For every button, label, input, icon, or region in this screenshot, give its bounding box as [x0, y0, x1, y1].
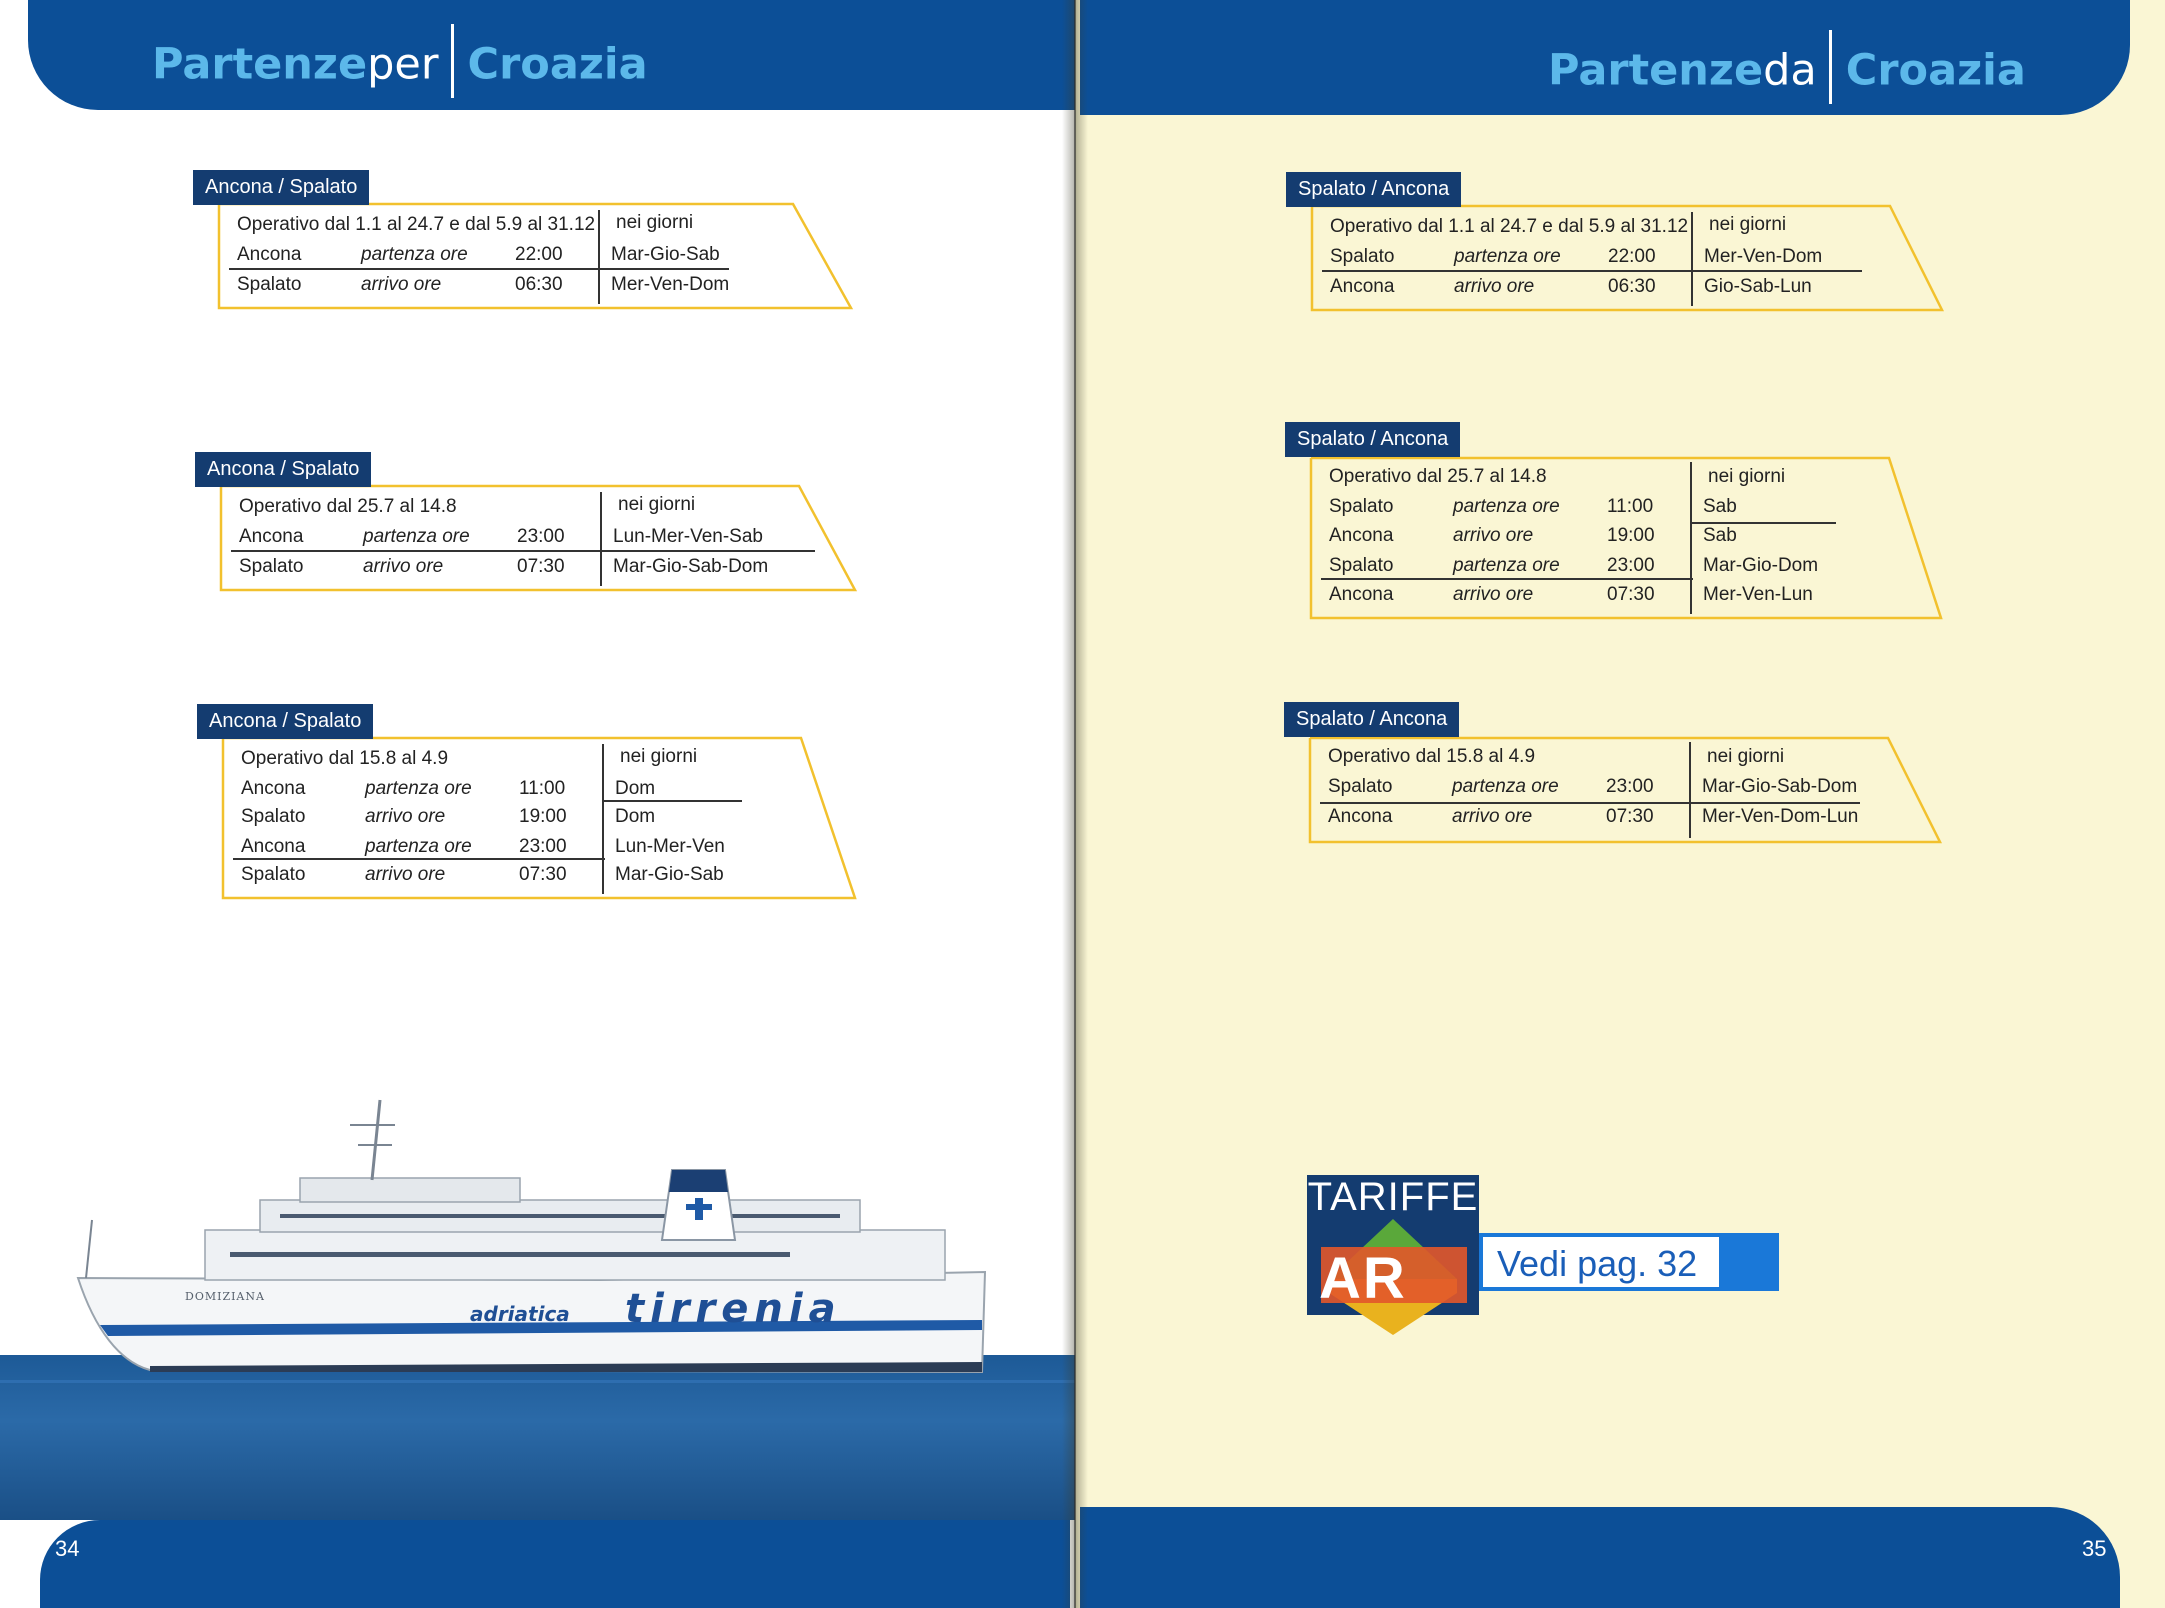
days: Sab: [1703, 496, 1737, 517]
kind: partenza ore: [363, 526, 470, 547]
kind: arrivo ore: [1453, 584, 1534, 605]
time: 23:00: [1606, 776, 1654, 797]
route-tag: Spalato / Ancona: [1284, 702, 1459, 737]
city: Spalato: [1330, 246, 1395, 267]
schedule-box: [195, 452, 895, 642]
row-divider: [1321, 578, 1693, 580]
title-separator: [451, 24, 454, 98]
days: Mer-Ven-Lun: [1703, 584, 1813, 605]
column-divider: [1691, 212, 1693, 306]
route-tag: Spalato / Ancona: [1285, 422, 1460, 457]
days: Mar-Gio-Sab-Dom: [613, 556, 769, 577]
days-label: nei giorni: [620, 746, 698, 767]
time: 19:00: [1607, 525, 1655, 546]
kind: arrivo ore: [1452, 806, 1533, 827]
kind: arrivo ore: [365, 806, 446, 827]
ship-photo: [0, 1080, 1075, 1520]
ar-code: AR: [1319, 1246, 1407, 1311]
route-tag: Ancona / Spalato: [197, 704, 373, 739]
days-label: nei giorni: [618, 494, 696, 515]
row-divider: [1320, 802, 1860, 804]
route-tag: Spalato / Ancona: [1286, 172, 1461, 207]
title-separator: [1829, 30, 1832, 104]
column-divider: [1689, 742, 1691, 838]
city: Spalato: [241, 806, 306, 827]
time: 06:30: [515, 274, 563, 295]
row-divider: [602, 800, 742, 802]
days-label: nei giorni: [1707, 746, 1785, 767]
time: 23:00: [1607, 555, 1655, 576]
city: Spalato: [1329, 496, 1394, 517]
days: Gio-Sab-Lun: [1704, 276, 1812, 297]
city: Ancona: [239, 526, 304, 547]
ship-brand-tirrenia: tirrenia: [625, 1286, 842, 1332]
vedi-pag-link[interactable]: [1479, 1233, 1779, 1291]
right-page-title: [1548, 36, 2026, 110]
days: Dom: [615, 806, 656, 827]
time: 07:30: [517, 556, 565, 577]
city: Spalato: [1329, 555, 1394, 576]
page-gutter: [1062, 0, 1088, 1608]
schedule-frame: [1285, 422, 1985, 682]
days-label: nei giorni: [616, 212, 694, 233]
period-text: Operativo dal 15.8 al 4.9: [1328, 746, 1536, 767]
kind: arrivo ore: [365, 864, 446, 885]
schedule-box: [197, 704, 897, 964]
days: Mar-Gio-Dom: [1703, 555, 1819, 576]
city: Ancona: [1330, 276, 1395, 297]
time: 23:00: [519, 836, 567, 857]
route-tag: Ancona / Spalato: [193, 170, 369, 205]
page-number: 34: [55, 1536, 80, 1561]
title-bold: Partenze: [152, 39, 368, 90]
column-divider: [600, 492, 602, 586]
days: Sab: [1703, 525, 1737, 546]
row-divider: [231, 550, 815, 552]
left-page: [0, 0, 1075, 1608]
kind: partenza ore: [361, 244, 468, 265]
ferry-ship-illustration: [0, 1080, 1075, 1520]
days: Dom: [615, 778, 656, 799]
schedule-box: [1284, 702, 1984, 892]
tariffe-ar-logo: [1307, 1175, 1787, 1345]
days: Mer-Ven-Dom: [1704, 246, 1823, 267]
kind: partenza ore: [1454, 246, 1561, 267]
kind: partenza ore: [1453, 555, 1560, 576]
column-divider: [602, 744, 604, 894]
days: Mar-Gio-Sab-Dom: [1702, 776, 1858, 797]
time: 07:30: [1606, 806, 1654, 827]
row-divider: [1690, 522, 1836, 524]
time: 22:00: [515, 244, 563, 265]
city: Ancona: [237, 244, 302, 265]
period-text: Operativo dal 1.1 al 24.7 e dal 5.9 al 31.12: [1330, 216, 1689, 237]
days: Mar-Gio-Sab: [611, 244, 720, 265]
city: Spalato: [237, 274, 302, 295]
city: Spalato: [1328, 776, 1393, 797]
ship-brand-adriatica: adriatica: [470, 1302, 570, 1326]
column-divider: [1690, 462, 1692, 614]
period-text: Operativo dal 25.7 al 14.8: [239, 496, 457, 517]
route-tag: Ancona / Spalato: [195, 452, 371, 487]
schedule-box: [1286, 172, 1986, 362]
period-text: Operativo dal 15.8 al 4.9: [241, 748, 449, 769]
left-footer-band: [40, 1520, 1070, 1608]
kind: arrivo ore: [1453, 525, 1534, 546]
right-footer-band: [1080, 1507, 2120, 1608]
kind: partenza ore: [365, 778, 472, 799]
city: Spalato: [239, 556, 304, 577]
title-thin: da: [1763, 45, 1817, 96]
ship-name: DOMIZIANA: [185, 1290, 265, 1303]
days: Lun-Mer-Ven: [615, 836, 725, 857]
title-destination: Croazia: [1845, 45, 2026, 96]
days: Mar-Gio-Sab: [615, 864, 724, 885]
days: Lun-Mer-Ven-Sab: [613, 526, 763, 547]
days: Mer-Ven-Dom-Lun: [1702, 806, 1859, 827]
period-text: Operativo dal 1.1 al 24.7 e dal 5.9 al 31.12: [237, 214, 596, 235]
city: Ancona: [1329, 525, 1394, 546]
row-divider: [1322, 270, 1862, 272]
kind: partenza ore: [1452, 776, 1559, 797]
time: 07:30: [1607, 584, 1655, 605]
row-divider: [229, 268, 729, 270]
time: 11:00: [1607, 496, 1654, 517]
time: 07:30: [519, 864, 567, 885]
period-text: Operativo dal 25.7 al 14.8: [1329, 466, 1547, 487]
kind: arrivo ore: [361, 274, 442, 295]
left-page-title: [152, 30, 648, 104]
city: Ancona: [1329, 584, 1394, 605]
city: Ancona: [1328, 806, 1393, 827]
time: 23:00: [517, 526, 565, 547]
kind: partenza ore: [365, 836, 472, 857]
days-label: nei giorni: [1709, 214, 1787, 235]
time: 11:00: [519, 778, 566, 799]
time: 22:00: [1608, 246, 1656, 267]
city: Ancona: [241, 778, 306, 799]
title-thin: per: [367, 39, 439, 90]
time: 19:00: [519, 806, 567, 827]
page-number: 35: [2082, 1536, 2107, 1561]
vedi-pag-label-box: [1483, 1237, 1719, 1287]
days-label: nei giorni: [1708, 466, 1786, 487]
row-divider: [233, 858, 605, 860]
schedule-box: [1285, 422, 1985, 682]
schedule-frame: [197, 704, 897, 964]
kind: arrivo ore: [1454, 276, 1535, 297]
time: 06:30: [1608, 276, 1656, 297]
city: Spalato: [241, 864, 306, 885]
title-bold: Partenze: [1548, 45, 1764, 96]
kind: partenza ore: [1453, 496, 1560, 517]
vedi-pag-text: Vedi pag. 32: [1497, 1243, 1698, 1284]
column-divider: [598, 210, 600, 304]
title-destination: Croazia: [467, 39, 648, 90]
kind: arrivo ore: [363, 556, 444, 577]
days: Mer-Ven-Dom: [611, 274, 730, 295]
tariffe-word: TARIFFE: [1307, 1175, 1479, 1219]
city: Ancona: [241, 836, 306, 857]
schedule-box: [193, 170, 893, 360]
